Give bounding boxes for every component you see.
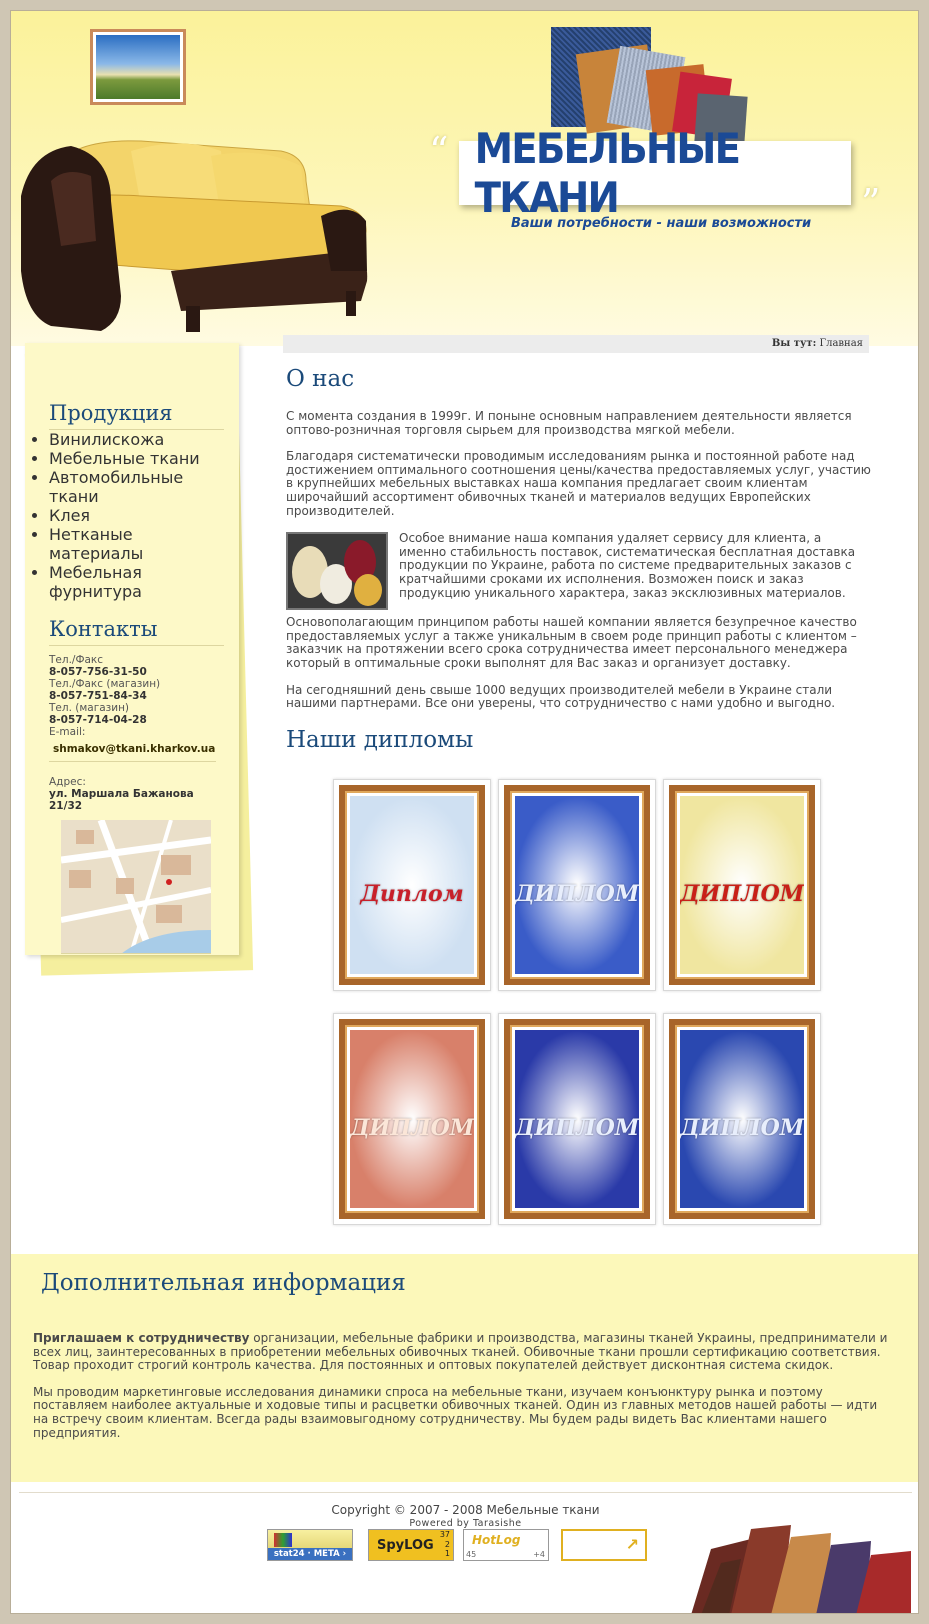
info-paragraph-2: Мы проводим маркетинговые исследования динамики спроса на мебельные ткани, изучаем конъюнктуру рынка и поэтому поставляем наиболее актуальные и ходовые типы и расцветки обивочных тканей. Один из главных методов нашей работы — идти на встречу своим клиентам. Всегда рады взаимовыгодному сотрудничеству. Мы будем рады видеть Вас клиентами нашего предприятия.	[33, 1384, 878, 1440]
fabric-rolls-decoration	[681, 1519, 919, 1614]
email-label: E-mail:	[49, 726, 86, 738]
landscape-photo	[90, 29, 186, 105]
diploma-6[interactable]	[663, 1013, 821, 1225]
site-header	[11, 11, 919, 346]
logo-text: МЕБЕЛЬНЫЕ ТКАНИ	[474, 124, 740, 222]
info-lead: Приглашаем к сотрудничеству	[33, 1331, 250, 1345]
address-line1: ул. Маршала Бажанова	[49, 788, 194, 800]
diploma-4-inner	[350, 1030, 474, 1208]
tel-shop: 8-057-714-04-28	[49, 714, 147, 726]
address-line2: 21/32	[49, 800, 83, 812]
breadcrumb-home-link[interactable]: Главная	[819, 338, 863, 349]
breadcrumb	[283, 335, 869, 353]
menu-item-vinyl[interactable]: • Винилискожа	[49, 430, 224, 449]
main-content	[286, 366, 871, 753]
hotlog-label: HotLog	[472, 1533, 521, 1547]
contacts-block	[49, 646, 224, 812]
tel-shop-label: Тел. (магазин)	[49, 702, 130, 714]
about-paragraph-2: Благодаря систематически проводимым исследованиям рынка и постоянной работе над достижением оптимального соотношения цены/качества предоставляемых услуг, участию в крупнейших мебельных выставках наша компания предлагает своим клиентам широчайший ассортимент обивочных тканей и материалов ведущих Европейских производителей.	[286, 449, 871, 518]
diploma-2[interactable]	[498, 779, 656, 991]
additional-info	[11, 1254, 919, 1482]
products-menu	[49, 430, 224, 601]
site-logo[interactable]	[459, 124, 851, 222]
info-paragraph-1-text: организации, мебельные фабрики и производства, магазины тканей Украины, предприниматели и всех лиц, заинтересованных в приобретении мебельных обивочных тканей. Обивочные ткани прошли сертификацию соответствия. Товар проходит строгий контроль качества. Для постоянных и оптовых покупателей действует дисконтная система скидок.	[33, 1331, 888, 1373]
stat24-label: stat24 · META ›	[268, 1548, 352, 1560]
about-paragraph-4: Основополагающим принципом работы нашей компании является безупречное качество предоставляемых услуг а также уникальным в своем роде принцип работы с клиентом – заказчик на протяжении всего срока сотрудничества имеет персонального менеджера который в оптимальные сроки выполнят для Вас заказ и организует доставку.	[286, 615, 857, 670]
about-paragraph-3: Особое внимание наша компания удаляет сервису для клиента, а именно стабильность поставок, систематическая бесплатная доставка продукции по Украине, работа по системе предварительных заказов с кратчайшими сроками их исполнения. Возможен поиск и заказ продукцию уникального характера, заказ эксклюзивных материалов.	[399, 531, 856, 600]
arrow-icon: ↗	[625, 1535, 639, 1554]
hotlog-left: 45	[466, 1550, 477, 1559]
diploma-2-inner	[515, 796, 639, 974]
menu-item-auto-fabrics[interactable]: • Автомобильные ткани	[49, 468, 224, 506]
menu-item-nonwoven[interactable]: • Нетканые материалы	[49, 525, 224, 563]
address-label: Адрес:	[49, 776, 86, 788]
quote-close: ”	[861, 181, 881, 225]
products-title: Продукция	[49, 401, 224, 430]
info-paragraph-1	[33, 1332, 890, 1373]
diploma-1[interactable]	[333, 779, 491, 991]
diploma-6-inner	[680, 1030, 804, 1208]
quote-open: “	[429, 129, 449, 173]
spylog-num-3: 1	[444, 1549, 450, 1558]
menu-item-furniture-fabrics[interactable]: • Мебельные ткани	[49, 449, 224, 468]
diploma-3-title: ДИПЛОМ	[680, 881, 804, 908]
tel-fax-shop: 8-057-751-84-34	[49, 690, 147, 702]
copyright: Copyright © 2007 - 2008 Мебельные ткани	[331, 1503, 600, 1517]
info-title: Дополнительная информация	[41, 1270, 406, 1296]
tel-fax: 8-057-756-31-50	[49, 666, 147, 678]
sidebar	[25, 343, 251, 973]
fabric-rolls-photo	[286, 532, 388, 610]
about-title: О нас	[286, 366, 355, 392]
diplomas-title: Наши дипломы	[286, 726, 474, 753]
location-map[interactable]	[61, 820, 211, 954]
diploma-3-inner	[680, 796, 804, 974]
spylog-num-1: 37	[439, 1530, 450, 1539]
stat24-counter[interactable]	[267, 1529, 353, 1561]
footer-divider	[19, 1492, 912, 1493]
spylog-num-2: 2	[444, 1539, 450, 1549]
powered-by: Powered by Tarasishe	[409, 1518, 522, 1529]
counter-arrow[interactable]	[561, 1529, 647, 1561]
breadcrumb-label: Вы тут:	[771, 338, 817, 349]
diploma-5-title: ДИПЛОМ	[515, 1115, 639, 1142]
hotlog-right: +4	[533, 1550, 545, 1559]
about-paragraph-5: На сегодняшний день свыше 1000 ведущих производителей мебели в Украине стали нашими партнерами. Все они уверены, что сотрудничество с нами удобно и выгодно.	[286, 682, 836, 711]
page	[10, 10, 919, 1614]
tel-fax-shop-label: Тел./Факс (магазин)	[49, 678, 161, 690]
diploma-3[interactable]	[663, 779, 821, 991]
diploma-5-inner	[515, 1030, 639, 1208]
slogan: Ваши потребности - наши возможности	[511, 216, 812, 231]
spylog-counter[interactable]	[368, 1529, 454, 1561]
diploma-2-title: ДИПЛОМ	[515, 881, 639, 908]
hotlog-counter[interactable]	[463, 1529, 549, 1561]
spylog-label: SpyLOG	[377, 1538, 434, 1553]
tel-fax-label: Тел./Факс	[49, 654, 104, 666]
contacts-title: Контакты	[49, 617, 224, 646]
diplomas-gallery	[333, 779, 825, 1229]
email-link[interactable]: shmakov@tkani.kharkov.ua	[49, 738, 216, 762]
diploma-6-title: ДИПЛОМ	[680, 1115, 804, 1142]
menu-item-glue[interactable]: • Клея	[49, 506, 224, 525]
sofa-image	[21, 121, 371, 336]
about-paragraph-1: С момента создания в 1999г. И поныне основным направлением деятельности является оптово-розничная торговля сырьем для производства мягкой мебели.	[286, 409, 852, 437]
diploma-4[interactable]	[333, 1013, 491, 1225]
diploma-5[interactable]	[498, 1013, 656, 1225]
diploma-4-title: ДИПЛОМ	[350, 1115, 474, 1142]
diploma-1-inner	[350, 796, 474, 974]
diploma-1-title: Диплом	[360, 881, 464, 908]
menu-item-hardware[interactable]: • Мебельная фурнитура	[49, 563, 224, 601]
